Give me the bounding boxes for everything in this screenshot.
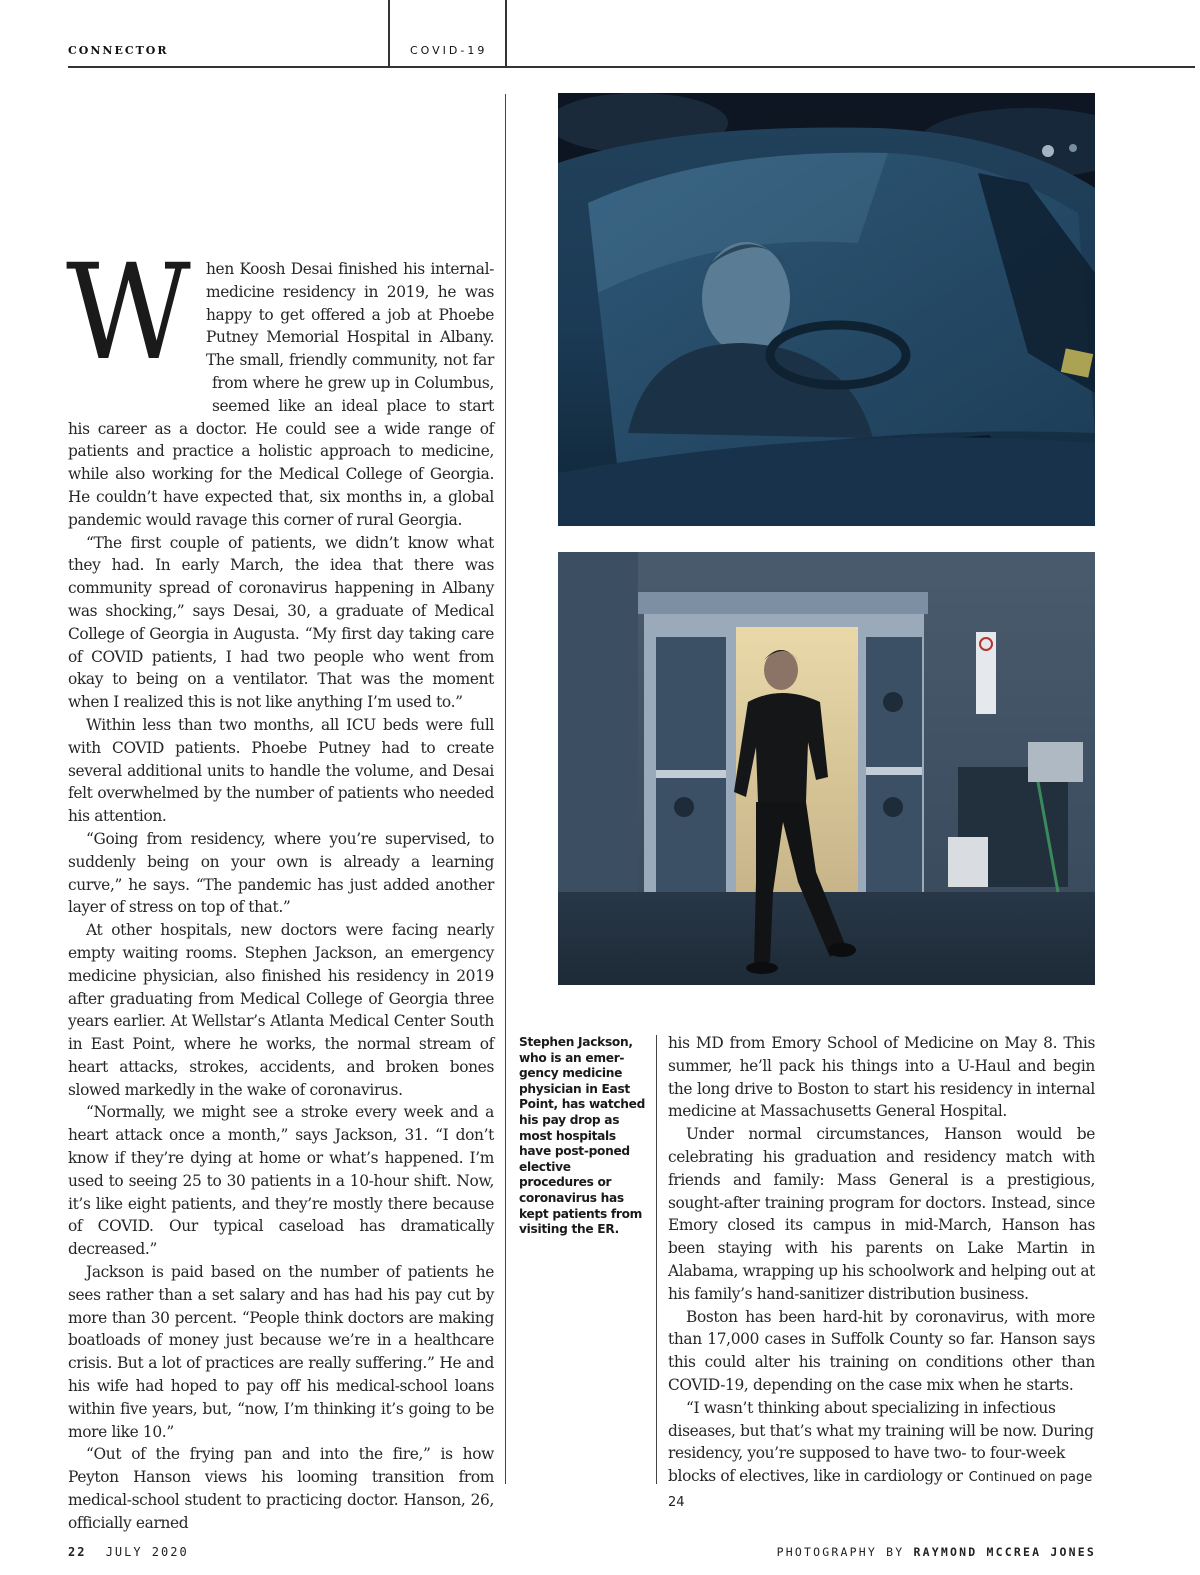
article-paragraph: Within less than two months, all ICU beds were full with COVID patients. Phoebe Putney had to create several additional units to handle the volume, and Desai felt overwhelmed by the number of patients who needed his attention. <box>68 715 494 826</box>
article-paragraph: Under normal circumstances, Hanson would be celebrating his graduation and residency match with friends and family: Mass General is a prestigious, sought-after training program for doctors. Instead, since Emory closed its campus in mid-March, Hanson has been staying with his parents on Lake Martin in Alabama, wrapping up his schoolwork and helping out at his family’s hand-sanitizer distribution business. <box>668 1125 1095 1303</box>
article-paragraph: “Normally, we might see a stroke every week and a heart attack once a month,” says Jackson, 31. “I don’t know if they’re dying at home or what’s happened. I’m used to seeing 25 to 30 patients in a 10-hour shift. Now, it’s like eight patients, and they’re mostly there because of COVID. Our typical caseload has dramatically decreased.” <box>68 1103 494 1259</box>
article-body-right <box>668 1032 1095 1515</box>
header-divider <box>505 0 507 67</box>
page-footer-left <box>68 1545 189 1559</box>
article-paragraph: Boston has been hard-hit by coronavirus, with more than 17,000 cases in Suffolk County so far. Hanson says this could alter his training on conditions other than COVID-19, depending on the case mix when he starts. <box>668 1307 1095 1394</box>
article-paragraph: Jackson is paid based on the number of patients he sees rather than a set salary and has had his pay cut by more than 30 percent. “People think doctors are making boatloads of money just because we’re in a healthcare crisis. But a lot of practices are really suffering.” He and his wife had hoped to pay off his medical-school loans within five years, but, “now, I’m thinking it’s going to be more like 10.” <box>68 1263 494 1441</box>
article-body-left <box>66 236 494 1535</box>
topic-label: COVID-19 <box>410 44 488 57</box>
header-divider <box>388 0 390 67</box>
credit-prefix: PHOTOGRAPHY BY <box>776 1545 905 1559</box>
photo-caption: Stephen Jackson, who is an emer-gency medicine physician in East Point, has watched his pay drop as most hospitals have post-poned elective procedures or coronavirus has kept patients from visiting the ER. <box>519 1035 646 1237</box>
issue-date: JULY 2020 <box>105 1545 189 1559</box>
continued-link[interactable]: Continued on page 24 <box>668 1470 1093 1510</box>
article-paragraph: his MD from Emory School of Medicine on May 8. This summer, he’ll pack his things into a U-Haul and begin the long drive to Boston to start his residency in internal medicine at Massachusetts General Hospital. <box>668 1034 1095 1121</box>
last-paragraph-text: “I wasn’t thinking about specializing in infectious diseases, but that’s what my training will be now. During residency, you’re supposed to have two- to four-week blocks of electives, like in cardiology or <box>668 1398 1094 1486</box>
photo-man-in-car <box>558 93 1095 526</box>
article-paragraph: “Going from residency, where you’re supervised, to suddenly being on your own is already a learning curve,” he says. “The pandemic has just added another layer of stress on top of that.” <box>68 829 494 917</box>
lead-paragraph: hen Koosh Desai finished his internal-medicine residency in 2019, he was happy to get offered a job at Phoebe Putney Memorial Hospital in Albany. The small, friendly community, not far from where he grew up in Columbus, seemed like an ideal place to start his career as a doctor. He could see a wide range of patients and practice a holistic approach to medicine, while also working for the Medical College of Georgia. He couldn’t have expected that, six months in, a global pandemic would ravage this corner of rural Georgia. <box>68 260 494 529</box>
photographer-name: RAYMOND MCCREA JONES <box>913 1545 1096 1559</box>
header-rule <box>68 66 1195 68</box>
article-paragraph: “Out of the frying pan and into the fire,” is how Peyton Hanson views his looming transition from medical-school student to practicing doctor. Hanson, 26, officially earned <box>68 1445 494 1532</box>
column-rule <box>505 94 506 1484</box>
photo-credit <box>777 1545 1096 1559</box>
section-label: CONNECTOR <box>68 44 169 57</box>
article-paragraph <box>668 1397 1095 1515</box>
photo-man-leaving-hospital <box>558 552 1095 985</box>
page-number: 22 <box>68 1545 87 1559</box>
article-paragraph: “The first couple of patients, we didn’t know what they had. In early March, the idea that there was community spread of coronavirus happening in Albany was shocking,” says Desai, 30, a graduate of Medical College of Georgia in Augusta. “My first day taking care of COVID patients, I had two people who went from okay to being on a ventilator. That was the moment when I realized this is not like anything I’m used to.” <box>68 533 494 712</box>
article-paragraph: At other hospitals, new doctors were facing nearly empty waiting rooms. Stephen Jackson, an emergency medicine physician, also finished his residency in 2019 after graduating from Medical College of Georgia three years earlier. At Wellstar’s Atlanta Medical Center South in East Point, where he works, the normal stream of heart attacks, strokes, accidents, and broken bones slowed markedly in the wake of coronavirus. <box>68 921 494 1099</box>
drop-cap: W <box>66 236 188 390</box>
column-rule <box>656 1035 657 1484</box>
